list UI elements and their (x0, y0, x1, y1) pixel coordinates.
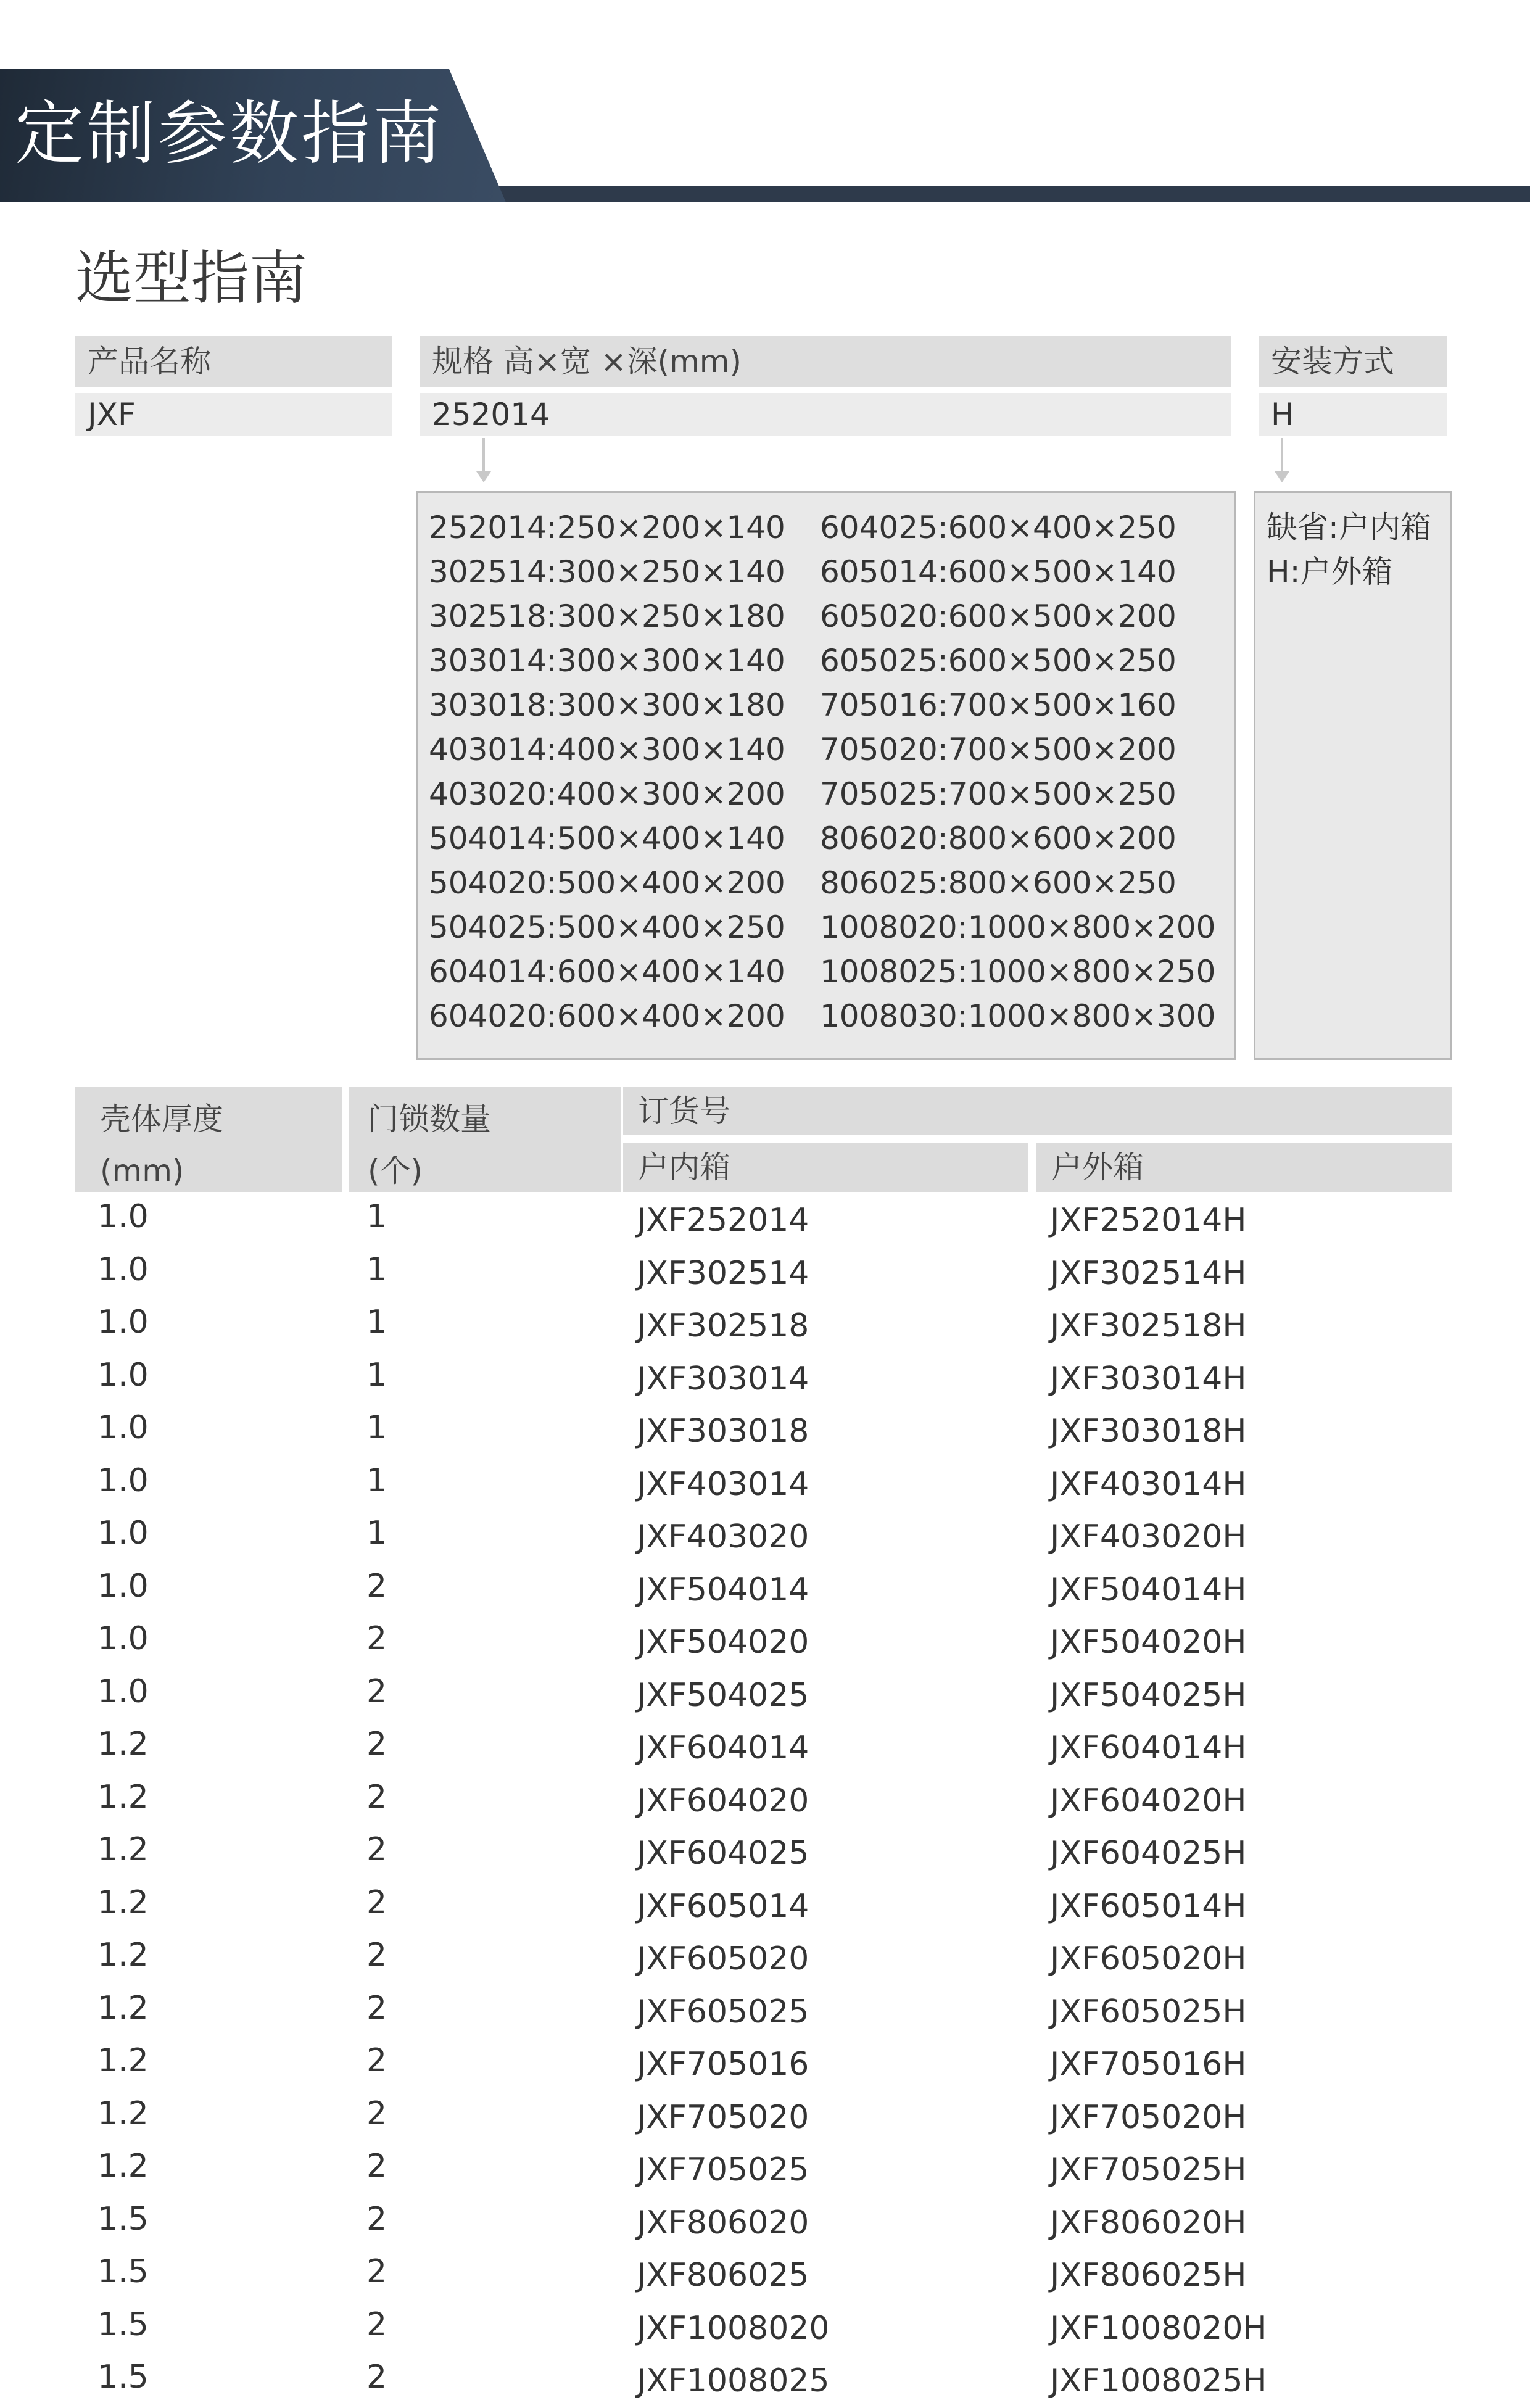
thickness-cell: 1.0 (97, 1673, 149, 1710)
locks-cell: 1 (366, 1462, 387, 1499)
spec-option: 1008030:1000×800×300 (820, 998, 1216, 1034)
mount-option: 缺省:户内箱 (1267, 510, 1431, 545)
locks-header-label: 门锁数量 (368, 1101, 491, 1137)
mount-connector-line (1281, 438, 1283, 473)
table-row (0, 1353, 1530, 1406)
outdoor-order-cell: JXF504025H (1050, 1676, 1247, 1714)
outdoor-order-cell: JXF1008025H (1050, 2362, 1267, 2399)
mount-option: H:户外箱 (1267, 554, 1393, 590)
table-row (0, 1827, 1530, 1880)
locks-cell: 2 (366, 1884, 387, 1921)
thickness-cell: 1.0 (97, 1462, 149, 1499)
locks-column-header (349, 1087, 621, 1192)
indoor-order-cell: JXF302518 (637, 1307, 809, 1344)
indoor-order-cell: JXF303014 (637, 1360, 809, 1397)
indoor-order-cell: JXF605020 (637, 1940, 809, 1977)
indoor-order-cell: JXF302514 (637, 1254, 809, 1292)
table-row (0, 1775, 1530, 1828)
thickness-header-label: 壳体厚度 (100, 1101, 223, 1137)
outdoor-order-cell: JXF705016H (1050, 2046, 1247, 2083)
spec-option: 806025:800×600×250 (820, 865, 1176, 901)
spec-option: 1008025:1000×800×250 (820, 954, 1216, 990)
indoor-order-cell: JXF705016 (637, 2046, 809, 2083)
locks-cell: 2 (366, 1937, 387, 1974)
thickness-column-header (75, 1087, 342, 1192)
product-name-value: JXF (75, 393, 392, 436)
locks-cell: 2 (366, 1620, 387, 1657)
spec-option: 504025:500×400×250 (429, 909, 785, 945)
table-row (0, 2302, 1530, 2356)
spec-options-left-column (429, 505, 785, 1038)
table-row (0, 1194, 1530, 1247)
thickness-cell: 1.0 (97, 1620, 149, 1657)
locks-cell: 2 (366, 2148, 387, 2185)
locks-cell: 2 (366, 1989, 387, 2027)
table-row (0, 1986, 1530, 2039)
table-row (0, 1511, 1530, 1564)
spec-arrow-down-icon (476, 471, 491, 482)
mount-options-box (1254, 491, 1452, 1060)
spec-option: 403020:400×300×200 (429, 776, 785, 812)
outdoor-order-cell: JXF605014H (1050, 1887, 1247, 1925)
thickness-cell: 1.0 (97, 1567, 149, 1605)
spec-option: 605020:600×500×200 (820, 598, 1176, 634)
thickness-cell: 1.0 (97, 1251, 149, 1288)
thickness-header-unit: (mm) (100, 1153, 184, 1189)
indoor-order-cell: JXF604020 (637, 1782, 809, 1819)
spec-option: 605025:600×500×250 (820, 643, 1176, 679)
spec-option: 705016:700×500×160 (820, 687, 1176, 723)
mount-type-header: 安装方式 (1259, 336, 1447, 387)
indoor-order-cell: JXF504020 (637, 1624, 809, 1661)
locks-cell: 2 (366, 1673, 387, 1710)
indoor-order-cell: JXF303018 (637, 1413, 809, 1450)
table-row (0, 1722, 1530, 1775)
indoor-order-cell: JXF605025 (637, 1993, 809, 2030)
table-row (0, 2355, 1530, 2408)
thickness-cell: 1.2 (97, 1884, 149, 1921)
spec-option: 252014:250×200×140 (429, 510, 785, 545)
locks-cell: 2 (366, 1778, 387, 1816)
outdoor-order-cell: JXF302514H (1050, 1254, 1247, 1292)
indoor-order-cell: JXF604025 (637, 1835, 809, 1872)
spec-option: 1008020:1000×800×200 (820, 909, 1216, 945)
table-row (0, 2038, 1530, 2091)
outdoor-order-cell: JXF806020H (1050, 2204, 1247, 2241)
thickness-cell: 1.2 (97, 1726, 149, 1763)
indoor-order-cell: JXF504014 (637, 1571, 809, 1608)
thickness-cell: 1.2 (97, 1937, 149, 1974)
thickness-cell: 1.0 (97, 1304, 149, 1341)
table-row (0, 1458, 1530, 1512)
thickness-cell: 1.2 (97, 1989, 149, 2027)
spec-option: 302514:300×250×140 (429, 554, 785, 590)
locks-cell: 2 (366, 2200, 387, 2238)
outdoor-order-cell: JXF504020H (1050, 1624, 1247, 1661)
indoor-order-cell: JXF403020 (637, 1518, 809, 1555)
thickness-cell: 1.5 (97, 2306, 149, 2343)
table-row (0, 1247, 1530, 1301)
spec-option: 604014:600×400×140 (429, 954, 785, 990)
spec-option: 604025:600×400×250 (820, 510, 1176, 545)
product-name-header: 产品名称 (75, 336, 392, 387)
indoor-order-cell: JXF705025 (637, 2151, 809, 2188)
spec-connector-line (482, 438, 485, 473)
thickness-cell: 1.2 (97, 1831, 149, 1868)
thickness-cell: 1.5 (97, 2200, 149, 2238)
indoor-order-cell: JXF605014 (637, 1887, 809, 1925)
outdoor-order-cell: JXF403014H (1050, 1465, 1247, 1503)
locks-cell: 1 (366, 1251, 387, 1288)
indoor-order-cell: JXF806020 (637, 2204, 809, 2241)
table-row (0, 2144, 1530, 2197)
outdoor-order-cell: JXF604025H (1050, 1835, 1247, 1872)
locks-cell: 1 (366, 1515, 387, 1552)
thickness-cell: 1.0 (97, 1515, 149, 1552)
thickness-cell: 1.2 (97, 2042, 149, 2079)
outdoor-order-cell: JXF605025H (1050, 1993, 1247, 2030)
table-row (0, 1564, 1530, 1617)
locks-cell: 2 (366, 2042, 387, 2079)
locks-header-unit: (个) (368, 1153, 423, 1189)
thickness-cell: 1.2 (97, 1778, 149, 1816)
outdoor-order-cell: JXF604020H (1050, 1782, 1247, 1819)
spec-options-right-column (820, 505, 1215, 1038)
spec-option: 303018:300×300×180 (429, 687, 785, 723)
indoor-order-cell: JXF1008020 (637, 2309, 830, 2347)
locks-cell: 2 (366, 2095, 387, 2132)
spec-option: 504014:500×400×140 (429, 821, 785, 856)
table-row (0, 1880, 1530, 1934)
spec-option: 403014:400×300×140 (429, 732, 785, 767)
section-heading: 选型指南 (75, 245, 308, 312)
locks-cell: 2 (366, 2359, 387, 2396)
spec-option: 303014:300×300×140 (429, 643, 785, 679)
indoor-order-cell: JXF252014 (637, 1202, 809, 1239)
locks-cell: 1 (366, 1198, 387, 1235)
outdoor-order-cell: JXF504014H (1050, 1571, 1247, 1608)
thickness-cell: 1.2 (97, 2095, 149, 2132)
banner-title: 定制参数指南 (15, 94, 444, 174)
locks-cell: 1 (366, 1304, 387, 1341)
indoor-order-cell: JXF705020 (637, 2098, 809, 2136)
spec-value: 252014 (420, 393, 1231, 436)
thickness-cell: 1.0 (97, 1356, 149, 1394)
indoor-order-cell: JXF1008025 (637, 2362, 830, 2399)
outdoor-order-cell: JXF303018H (1050, 1413, 1247, 1450)
indoor-order-cell: JXF604014 (637, 1729, 809, 1766)
thickness-cell: 1.0 (97, 1409, 149, 1446)
table-row (0, 1669, 1530, 1723)
table-row (0, 1300, 1530, 1353)
locks-cell: 1 (366, 1356, 387, 1394)
indoor-order-cell: JXF504025 (637, 1676, 809, 1714)
outdoor-order-cell: JXF1008020H (1050, 2309, 1267, 2347)
spec-option: 705025:700×500×250 (820, 776, 1176, 812)
thickness-cell: 1.5 (97, 2359, 149, 2396)
outdoor-order-cell: JXF806025H (1050, 2257, 1247, 2294)
spec-option: 302518:300×250×180 (429, 598, 785, 634)
table-row (0, 1933, 1530, 1986)
locks-cell: 2 (366, 1831, 387, 1868)
thickness-cell: 1.2 (97, 2148, 149, 2185)
outdoor-order-cell: JXF605020H (1050, 1940, 1247, 1977)
spec-option: 705020:700×500×200 (820, 732, 1176, 767)
table-row (0, 2249, 1530, 2302)
locks-cell: 2 (366, 2253, 387, 2290)
outdoor-order-cell: JXF252014H (1050, 1202, 1247, 1239)
indoor-order-cell: JXF806025 (637, 2257, 809, 2294)
spec-option: 604020:600×400×200 (429, 998, 785, 1034)
outdoor-order-cell: JXF302518H (1050, 1307, 1247, 1344)
mount-options-list (1267, 505, 1431, 594)
thickness-cell: 1.0 (97, 1198, 149, 1235)
spec-options-box (416, 491, 1236, 1060)
table-row (0, 2091, 1530, 2145)
indoor-column-header: 户内箱 (623, 1143, 1028, 1192)
locks-cell: 2 (366, 2306, 387, 2343)
outdoor-order-cell: JXF303014H (1050, 1360, 1247, 1397)
indoor-order-cell: JXF403014 (637, 1465, 809, 1503)
spec-header: 规格 高×宽 ×深(mm) (420, 336, 1231, 387)
spec-option: 504020:500×400×200 (429, 865, 785, 901)
table-row (0, 2197, 1530, 2250)
outdoor-order-cell: JXF705020H (1050, 2098, 1247, 2136)
spec-option: 806020:800×600×200 (820, 821, 1176, 856)
table-row (0, 1405, 1530, 1458)
order-number-header: 订货号 (623, 1087, 1452, 1135)
locks-cell: 2 (366, 1726, 387, 1763)
order-table-body (0, 1194, 1530, 2408)
outdoor-order-cell: JXF705025H (1050, 2151, 1247, 2188)
outdoor-order-cell: JXF604014H (1050, 1729, 1247, 1766)
outdoor-column-header: 户外箱 (1036, 1143, 1452, 1192)
table-row (0, 1616, 1530, 1669)
outdoor-order-cell: JXF403020H (1050, 1518, 1247, 1555)
thickness-cell: 1.5 (97, 2253, 149, 2290)
locks-cell: 2 (366, 1567, 387, 1605)
locks-cell: 1 (366, 1409, 387, 1446)
spec-option: 605014:600×500×140 (820, 554, 1176, 590)
mount-arrow-down-icon (1275, 471, 1289, 482)
mount-type-value: H (1259, 393, 1447, 436)
